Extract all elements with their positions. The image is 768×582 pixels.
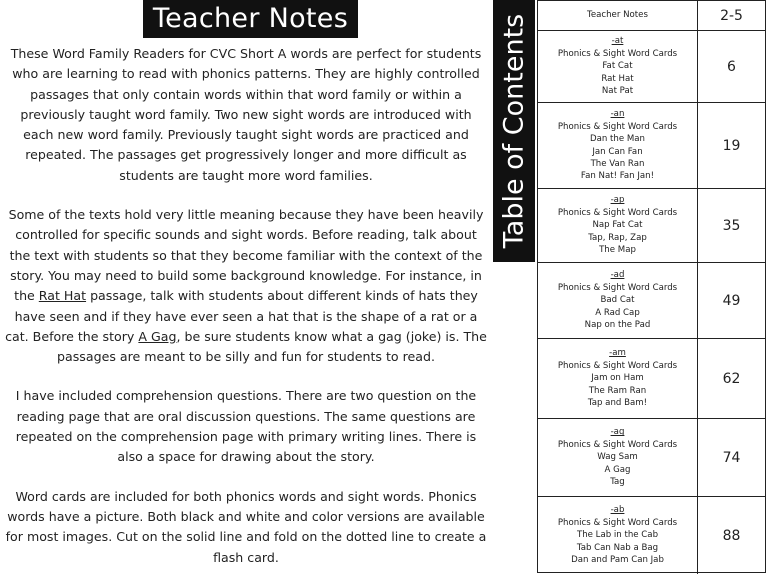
toc-entry: Fat Cat [602,61,633,72]
toc-entry: The Map [599,245,636,256]
page-title: Teacher Notes [143,0,358,38]
notes-paragraph-1: These Word Family Readers for CVC Short A words are perfect for students who are learning to read with phonics patterns. They are highly controlled passages that only contain words within that word family or within a previously taught word family. Two new sight words are introduced with each new word family. Previously taught sight words are practiced and repeated. The passages get progressively longer and more difficult as students are taught more word families. [10,46,482,183]
toc-entry: Phonics & Sight Word Cards [557,517,678,528]
toc-entry: Tap, Rap, Zap [588,232,647,243]
toc-row [538,263,765,339]
toc-row-contents [538,189,698,262]
toc-row-contents [538,1,698,30]
toc-entry: Jam on Ham [591,373,644,384]
toc-entry: Tag [610,477,625,488]
toc-entry: Nap Fat Cat [592,220,643,231]
toc-page-number: 35 [722,217,741,234]
toc-entry: Teacher Notes [587,10,648,21]
toc-page-number: 49 [722,292,741,309]
notes-paragraph-3: I have included comprehension questions. There are two question on the reading page that are oral discussion questions. The same questions are repeated on the comprehension page with primary writing lines. There is also a space for drawing about the story. [15,388,477,465]
toc-entry: Tap and Bam! [587,398,648,409]
toc-row-contents [538,103,698,188]
notes-p2-text-a: Some of the texts hold very little meaning because they have been heavily controlled for specific sounds and sight words. Before reading, talk about the text with students so that they become familiar with the context of the story. You may need to build some background knowledge. For instance, in the [8,207,484,304]
story-title-rat-hat: Rat Hat [38,288,87,304]
toc-entry: The Van Ran [590,158,645,169]
notes-paragraph-4: Word cards are included for both phonics words and sight words. Phonics words have a picture. Both black and white and color versions are available for most images. Cut on the solid line and fold on the dotted line to create a flash card. [5,488,487,565]
toc-row [538,419,765,497]
toc-row [538,339,765,419]
toc-page-number: 62 [722,370,741,387]
toc-entry: Tab Can Nab a Bag [576,542,659,553]
toc-entry: Rat Hat [601,73,634,84]
toc-entry: Phonics & Sight Word Cards [557,360,678,371]
toc-word-family: -ag [610,427,625,438]
toc-word-family: -at [611,36,624,47]
toc-row [538,497,765,574]
toc-entry: Phonics & Sight Word Cards [557,207,678,218]
toc-entry: Dan the Man [589,134,646,145]
toc-page-number: 2-5 [720,7,743,24]
story-title-a-gag: A Gag [138,328,177,344]
toc-word-family: -ab [610,505,625,516]
toc-entry: Phonics & Sight Word Cards [557,282,678,293]
toc-entry: Wag Sam [597,452,638,463]
toc-entry: The Ram Ran [588,385,647,396]
toc-row-contents [538,497,698,574]
toc-entry: Dan and Pam Can Jab [571,555,664,566]
toc-entry: Phonics & Sight Word Cards [557,48,678,59]
toc-row [538,31,765,103]
notes-p2-text-c: , be sure students know what a gag (joke) is. The passages are meant to be silly and fun for students to read. [57,328,487,365]
toc-banner-label: Table of Contents [498,13,530,249]
toc-row-contents [538,31,698,102]
toc-entry: Nat Pat [601,86,634,97]
toc-entry: Jan Can Fan [592,146,643,157]
toc-banner [493,0,535,262]
teacher-notes-body [4,44,488,582]
toc-row-contents [538,419,698,496]
toc-page-number: 6 [727,58,736,75]
toc-entry: Bad Cat [600,295,635,306]
toc-word-family: -an [610,109,625,120]
toc-row [538,1,765,31]
toc-entry: A Rad Cap [595,307,640,318]
toc-table [537,0,766,573]
toc-word-family: -am [609,348,626,359]
toc-entry: The Lab in the Cab [576,530,659,541]
toc-page-number: 74 [722,449,741,466]
toc-row-contents [538,339,698,418]
toc-row [538,189,765,263]
toc-page-number: 19 [722,137,741,154]
toc-row-contents [538,263,698,338]
toc-entry: Nap on the Pad [584,320,651,331]
notes-p2-text-b: passage, talk with students about different kinds of hats they have seen and if they have ever seen a hat that is the shape of a rat or a cat. Before the story [5,288,478,344]
notes-paragraph-2 [4,205,488,367]
toc-entry: Phonics & Sight Word Cards [557,121,678,132]
toc-word-family: -ap [610,195,625,206]
toc-entry: Fan Nat! Fan Jan! [580,171,655,182]
toc-word-family: -ad [610,270,625,281]
toc-page-number: 88 [722,527,741,544]
toc-entry: A Gag [604,464,631,475]
toc-entry: Phonics & Sight Word Cards [557,439,678,450]
toc-row [538,103,765,189]
